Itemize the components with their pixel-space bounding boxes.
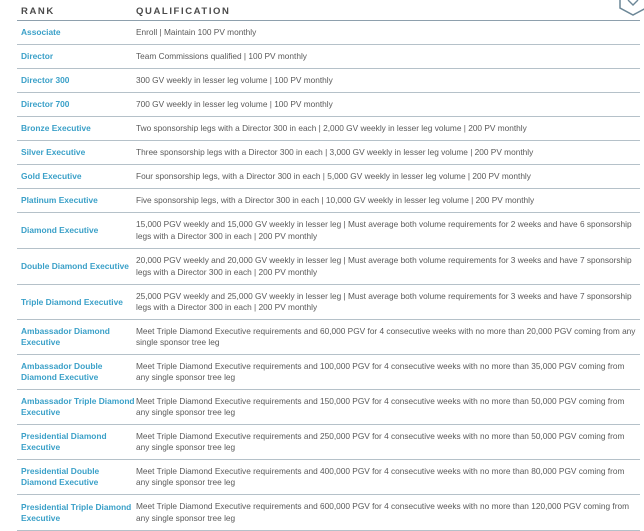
table-row	[17, 249, 640, 285]
table-header	[0, 6, 644, 20]
qualification-text: Enroll | Maintain 100 PV monthly	[136, 26, 257, 37]
qualification-text: Team Commissions qualified | 100 PV monthly	[136, 50, 307, 61]
qualification-text: Meet Triple Diamond Executive requirements and 150,000 PGV for 4 consecutive weeks with no more than 50,000 PGV coming from any single sponsor tree leg	[136, 395, 625, 417]
qualification-text: Meet Triple Diamond Executive requirements and 100,000 PGV for 4 consecutive weeks with no more than 35,000 PGV coming from any single sponsor tree leg	[136, 360, 625, 382]
rank-name: Director 300	[21, 75, 70, 85]
rank-qualification-table	[17, 21, 640, 531]
table-row	[17, 141, 640, 165]
qualification-column-header: QUALIFICATION	[136, 6, 231, 17]
qualification-text: Two sponsorship legs with a Director 300 in each | 2,000 GV weekly in lesser leg volume | 200 PV monthly	[136, 122, 527, 133]
rank-name: Director 700	[21, 99, 70, 109]
table-row	[17, 390, 640, 425]
table-row	[17, 21, 640, 45]
qualification-text: 15,000 PGV weekly and 15,000 GV weekly in lesser leg | Must average both volume requirements for 2 weeks and have 6 sponsorship legs with a Director 300 in each | 200 PV monthly	[136, 219, 632, 241]
rank-name: Presidential Double Diamond Executive	[21, 466, 100, 487]
table-row	[17, 460, 640, 495]
qualification-text: Meet Triple Diamond Executive requirements and 600,000 PGV for 4 consecutive weeks with no more than 120,000 PGV coming from any single sponsor tree leg	[136, 501, 629, 523]
rank-name: Presidential Diamond Executive	[21, 431, 107, 452]
table-row	[17, 320, 640, 355]
table-row	[17, 285, 640, 320]
rank-name: Associate	[21, 27, 61, 37]
rank-name: Triple Diamond Executive	[21, 296, 123, 307]
qualification-text: 25,000 PGV weekly and 25,000 GV weekly in lesser leg | Must average both volume requirements for 3 weeks and have 7 sponsorship legs with a Director 300 in each | 200 PV monthly	[136, 290, 632, 312]
rank-name: Platinum Executive	[21, 195, 98, 205]
rank-name: Silver Executive	[21, 147, 86, 157]
qualification-text: 700 GV weekly in lesser leg volume | 100 PV monthly	[136, 98, 333, 109]
qualification-text: 300 GV weekly in lesser leg volume | 100 PV monthly	[136, 74, 333, 85]
rank-name: Bronze Executive	[21, 123, 91, 133]
table-row	[17, 45, 640, 69]
table-row	[17, 69, 640, 93]
rank-name: Presidential Triple Diamond Executive	[21, 501, 132, 523]
table-row	[17, 117, 640, 141]
qualification-text: Meet Triple Diamond Executive requirements and 250,000 PGV for 4 consecutive weeks with no more than 50,000 PGV coming from any single sponsor tree leg	[136, 430, 625, 452]
table-row	[17, 425, 640, 460]
table-row	[17, 213, 640, 249]
rank-name: Diamond Executive	[21, 225, 99, 235]
rank-name: Double Diamond Executive	[21, 261, 129, 271]
rank-name: Gold Executive	[21, 171, 82, 181]
rank-name: Ambassador Triple Diamond Executive	[21, 396, 135, 417]
table-row	[17, 189, 640, 213]
qualification-text: Meet Triple Diamond Executive requirements and 400,000 PGV for 4 consecutive weeks with no more than 80,000 PGV coming from any single sponsor tree leg	[136, 465, 625, 487]
qualification-text: Three sponsorship legs with a Director 300 in each | 3,000 GV weekly in lesser leg volume | 200 PV monthly	[136, 146, 534, 157]
qualification-text: Four sponsorship legs, with a Director 300 in each | 5,000 GV weekly in lesser leg volume | 200 PV monthly	[136, 170, 531, 181]
rank-name: Ambassador Diamond Executive	[21, 326, 110, 347]
table-row	[17, 165, 640, 189]
rank-column-header: RANK	[21, 6, 55, 17]
table-row	[17, 93, 640, 117]
table-row	[17, 495, 640, 531]
qualification-text: Meet Triple Diamond Executive requirements and 60,000 PGV for 4 consecutive weeks with no more than 20,000 PGV coming from any single sponsor tree leg	[136, 325, 636, 347]
table-row	[17, 355, 640, 390]
qualification-text: 20,000 PGV weekly and 20,000 GV weekly in lesser leg | Must average both volume requirements for 3 weeks and have 7 sponsorship legs with a Director 300 in each | 200 PV monthly	[136, 255, 632, 277]
qualification-text: Five sponsorship legs, with a Director 300 in each | 10,000 GV weekly in lesser leg volume | 200 PV monthly	[136, 194, 535, 205]
rank-name: Director	[21, 51, 54, 61]
rank-name: Ambassador Double Diamond Executive	[21, 361, 103, 382]
